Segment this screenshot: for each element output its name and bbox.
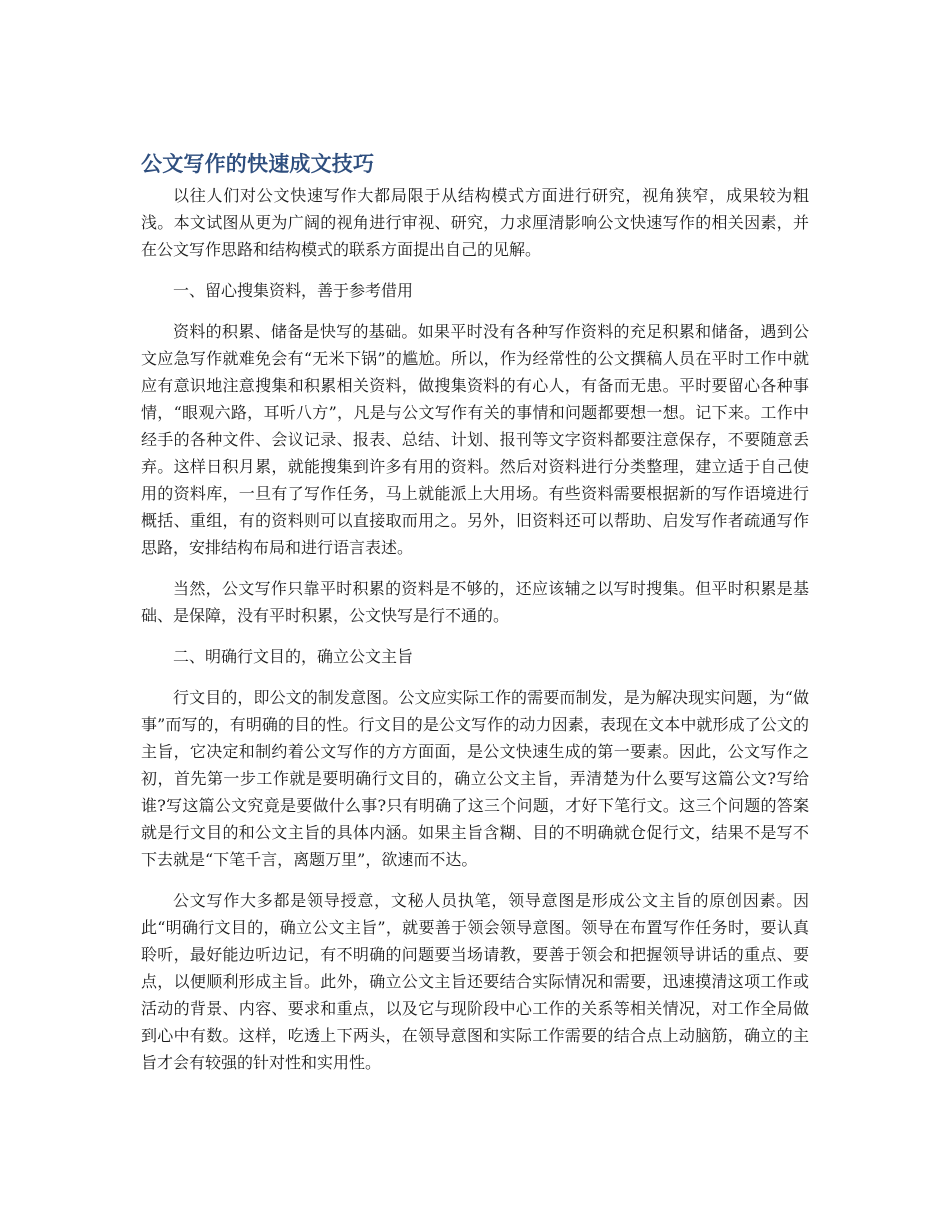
document-title: 公文写作的快速成文技巧	[141, 152, 375, 176]
document-page	[141, 150, 809, 1090]
section-2-heading: 二、明确行文目的，确立公文主旨	[173, 647, 414, 666]
section-1-paragraph-1: 资料的积累、储备是快写的基础。如果平时没有各种写作资料的充足积累和储备，遇到公文应急写作就难免会有“无米下锅”的尴尬。所以，作为经常性的公文撰稿人员在平时工作中就应有意识地注意搜集和积累相关资料，做搜集资料的有心人，有备而无患。平时要留心各种事情，“眼观六路，耳听八方”，凡是与公文写作有关的事情和问题都要想一想。记下来。工作中经手的各种文件、会议记录、报表、总结、计划、报刊等文字资料都要注意保存，不要随意丢弃。这样日积月累，就能搜集到许多有用的资料。然后对资料进行分类整理，建立适于自己使用的资料库，一旦有了写作任务，马上就能派上大用场。有些资料需要根据新的写作语境进行概括、重组，有的资料则可以直接取而用之。另外，旧资料还可以帮助、启发写作者疏通写作思路，安排结构布局和进行语言表述。	[141, 322, 809, 557]
section-1-heading: 一、留心搜集资料，善于参考借用	[173, 281, 414, 300]
section-2-paragraph-2: 公文写作大多都是领导授意，文秘人员执笔，领导意图是形成公文主旨的原创因素。因此“明确行文目的，确立公文主旨”，就要善于领会领导意图。领导在布置写作任务时，要认真聆听，最好能边听边记，有不明确的问题要当场请教，要善于领会和把握领导讲话的重点、要点，以便顺利形成主旨。此外，确立公文主旨还要结合实际情况和需要，迅速摸清这项工作或活动的背景、内容、要求和重点，以及它与现阶段中心工作的关系等相关情况，对工作全局做到心中有数。这样，吃透上下两头，在领导意图和实际工作需要的结合点上动脑筋，确立的主旨才会有较强的针对性和实用性。	[141, 891, 809, 1072]
section-1-paragraph-2: 当然，公文写作只靠平时积累的资料是不够的，还应该辅之以写时搜集。但平时积累是基础、是保障，没有平时积累，公文快写是行不通的。	[141, 579, 809, 625]
intro-paragraph: 以往人们对公文快速写作大都局限于从结构模式方面进行研究，视角狭窄，成果较为粗浅。本文试图从更为广阔的视角进行审视、研究，力求厘清影响公文快速写作的相关因素，并在公文写作思路和结构模式的联系方面提出自己的见解。	[141, 186, 809, 259]
section-2-paragraph-1: 行文目的，即公文的制发意图。公文应实际工作的需要而制发，是为解决现实问题，为“做事”而写的，有明确的目的性。行文目的是公文写作的动力因素，表现在文本中就形成了公文的主旨，它决定和制约着公文写作的方方面面，是公文快速生成的第一要素。因此，公文写作之初，首先第一步工作就是要明确行文目的，确立公文主旨，弄清楚为什么要写这篇公文?写给谁?写这篇公文究竟是要做什么事?只有明确了这三个问题，才好下笔行文。这三个问题的答案就是行文目的和公文主旨的具体内涵。如果主旨含糊、目的不明确就仓促行文，结果不是写不下去就是“下笔千言，离题万里”，欲速而不达。	[141, 688, 809, 869]
